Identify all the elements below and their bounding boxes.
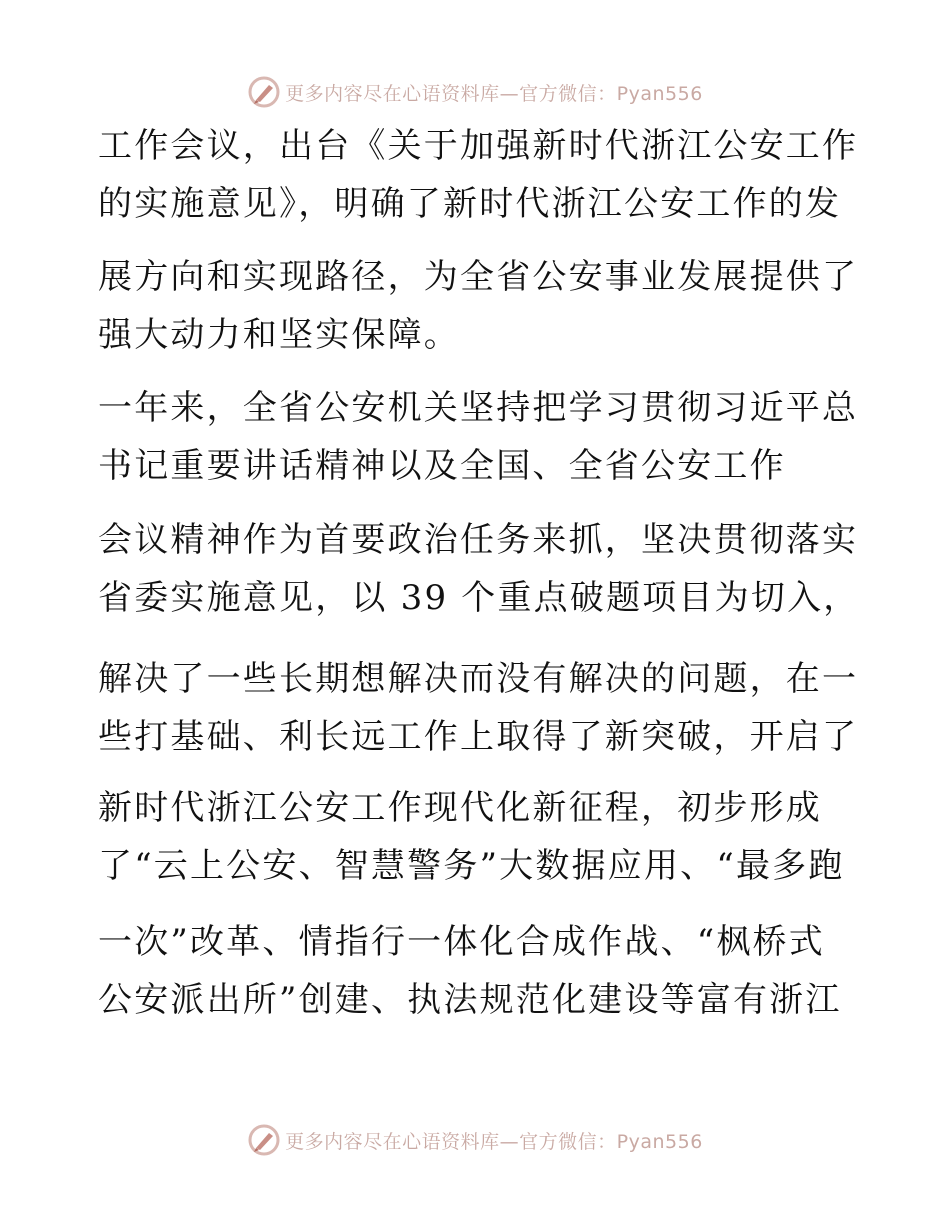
text-line: 解决了一些长期想解决而没有解决的问题，在一	[98, 659, 859, 699]
text-line: 省委实施意见，以 39 个重点破题项目为切入，	[98, 578, 860, 618]
text-line: 公安派出所”创建、执法规范化建设等富有浙江	[98, 980, 842, 1020]
text-line: 书记重要讲话精神以及全国、全省公安工作	[98, 446, 786, 486]
text-line: 会议精神作为首要政治任务来抓，坚决贯彻落实	[98, 520, 859, 560]
text-line: 的实施意见》，明确了新时代浙江公安工作的发	[98, 184, 842, 224]
text-line: 强大动力和坚实保障。	[98, 315, 460, 355]
watermark-text: 更多内容尽在心语资料库—官方微信：Pyan556	[285, 82, 703, 105]
watermark-banner-bottom	[0, 1120, 950, 1160]
pen-logo-icon	[247, 1123, 281, 1157]
text-line: 些打基础、利长远工作上取得了新突破，开启了	[98, 717, 859, 757]
text-line: 一年来，全省公安机关坚持把学习贯彻习近平总	[98, 388, 859, 428]
text-line: 一次”改革、情指行一体化合成作战、“枫桥式	[98, 922, 825, 962]
text-line: 展方向和实现路径，为全省公安事业发展提供了	[98, 257, 859, 297]
text-line: 新时代浙江公安工作现代化新征程，初步形成	[98, 788, 822, 828]
text-line: 工作会议，出台《关于加强新时代浙江公安工作	[98, 126, 859, 166]
text-line: 了“云上公安、智慧警务”大数据应用、“最多跑	[98, 846, 845, 886]
watermark-text: 更多内容尽在心语资料库—官方微信：Pyan556	[285, 1130, 703, 1153]
